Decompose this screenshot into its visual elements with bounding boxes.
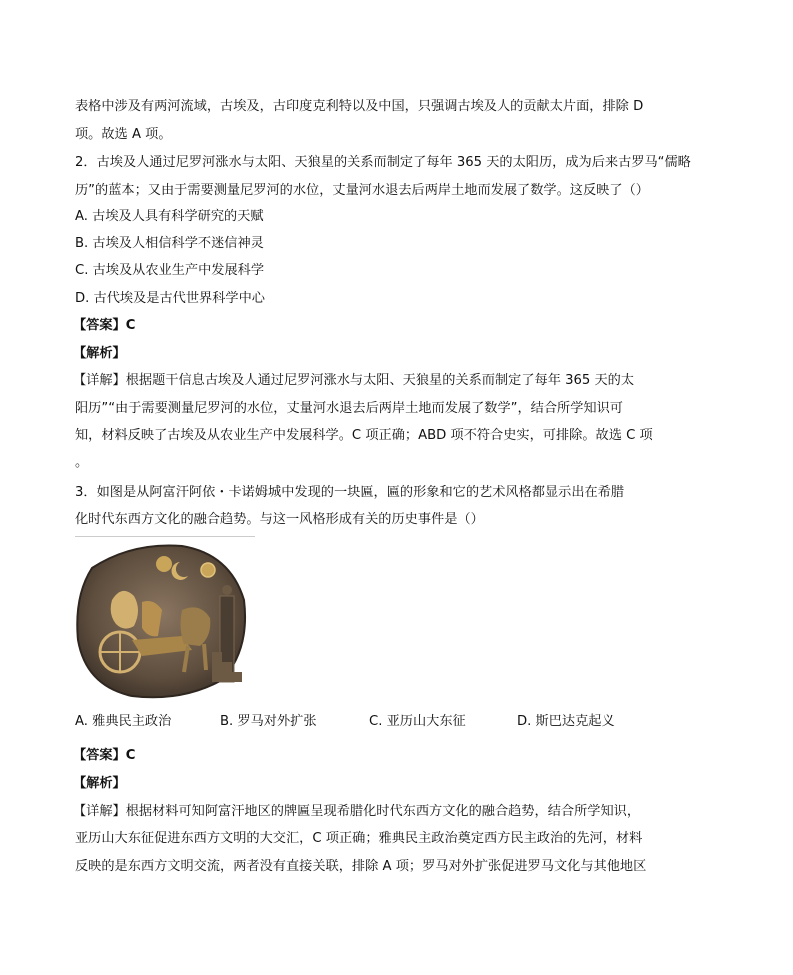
q3-detail-line-1: 【详解】根据材料可知阿富汗地区的牌匾呈现希腊化时代东西方文化的融合趋势，结合所学知识， [73, 804, 641, 819]
q2-answer: 【答案】C [73, 318, 136, 333]
q2-detail-line-3: 知，材料反映了古埃及从农业生产中发展科学。C 项正确；ABD 项不符合史实，可排除。故选 C 项 [75, 428, 653, 443]
q3-analysis-label: 【解析】 [73, 776, 126, 791]
q2-stem-line-1: 2．古埃及人通过尼罗河涨水与太阳、天狼星的关系而制定了每年 365 天的太阳历，成为后来古罗马“儒略 [75, 155, 691, 170]
q3-answer: 【答案】C [73, 748, 136, 763]
q2-detail-line-4: 。 [75, 455, 89, 470]
image-top-rule [75, 536, 255, 537]
q2-detail-line-2: 阳历”“由于需要测量尼罗河的水位，丈量河水退去后两岸土地而发展了数学”，结合所学知识可 [75, 401, 623, 416]
q3-options-row [75, 712, 635, 732]
q2-option-b: B. 古埃及人相信科学不迷信神灵 [75, 236, 264, 251]
q2-option-c: C. 古埃及从农业生产中发展科学 [75, 263, 265, 278]
sun-icon [156, 556, 172, 572]
q3-stem-line-1: 3．如图是从阿富汗阿依・卡诺姆城中发现的一块匾，匾的形象和它的艺术风格都显示出在希腊 [75, 485, 625, 500]
ai-khanoum-plaque-image [72, 540, 252, 702]
q2-option-d: D. 古代埃及是古代世界科学中心 [75, 291, 265, 306]
q2-stem-line-2: 历”的蓝本；又由于需要测量尼罗河的水位，丈量河水退去后两岸土地而发展了数学。这反映了（） [75, 183, 649, 198]
q3-option-d: D. 斯巴达克起义 [517, 714, 615, 729]
q2-analysis-label: 【解析】 [73, 346, 126, 361]
q3-detail-line-3: 反映的是东西方文明交流，两者没有直接关联，排除 A 项；罗马对外扩张促进罗马文化与其他地区 [75, 859, 647, 874]
q3-option-a: A. 雅典民主政治 [75, 714, 172, 729]
q1-explanation-line-1: 表格中涉及有两河流域，古埃及，古印度克利特以及中国，只强调古埃及人的贡献太片面，排除 D [75, 99, 644, 114]
q3-option-b: B. 罗马对外扩张 [220, 714, 317, 729]
q2-option-a: A. 古埃及人具有科学研究的天赋 [75, 209, 264, 224]
star-icon [201, 563, 215, 577]
q3-option-c: C. 亚历山大东征 [369, 714, 466, 729]
q3-detail-line-2: 亚历山大东征促进东西方文明的大交汇，C 项正确；雅典民主政治奠定西方民主政治的先河，材料 [75, 831, 643, 846]
q2-detail-line-1: 【详解】根据题干信息古埃及人通过尼罗河涨水与太阳、天狼星的关系而制定了每年 365 天的太 [73, 373, 635, 388]
q1-explanation-line-2: 项。故选 A 项。 [75, 127, 172, 142]
q3-stem-line-2: 化时代东西方文化的融合趋势。与这一风格形成有关的历史事件是（） [75, 512, 484, 527]
